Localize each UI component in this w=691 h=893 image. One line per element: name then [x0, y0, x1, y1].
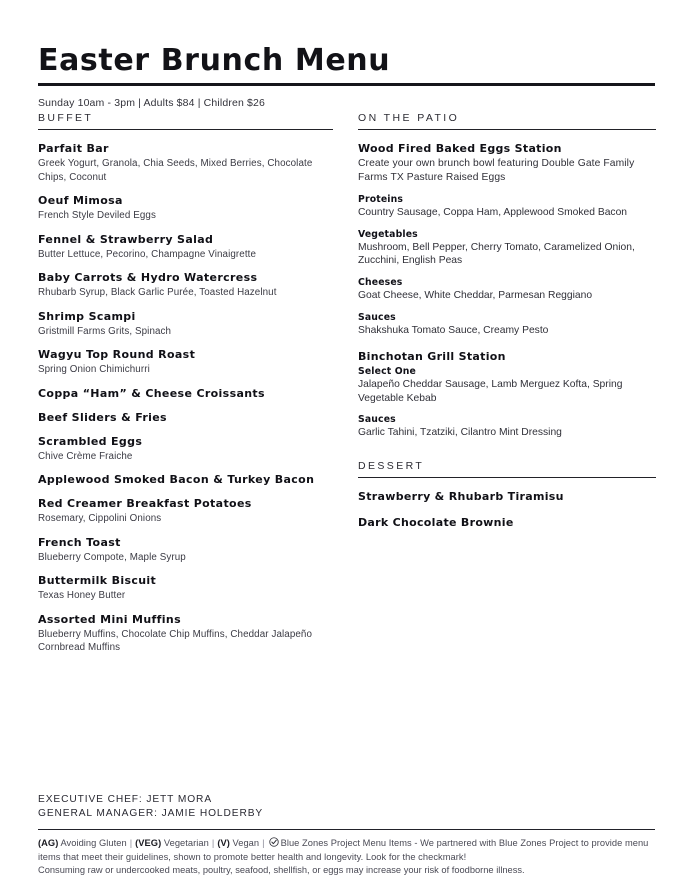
general-manager-line: GENERAL MANAGER: JAMIE HOLDERBY — [38, 808, 264, 819]
station-group — [358, 276, 656, 303]
menu-item-description: Spring Onion Chimichurri — [38, 364, 150, 376]
legend-text-blue-zones: Blue Zones Project Menu Items - We partnered with Blue Zones Project to provide menu items that meet their guidelines, shown to promote better health and longevity. Look for the checkmark! — [38, 838, 649, 862]
dietary-legend — [38, 837, 655, 864]
footer-divider — [38, 829, 655, 830]
menu-item-name: Dark Chocolate Brownie — [358, 516, 514, 530]
menu-item-description: Rosemary, Cippolini Onions — [38, 513, 162, 525]
station-group-label: Sauces — [358, 311, 396, 323]
station-description: Create your own brunch bowl featuring Double Gate Family Farms TX Pasture Raised Eggs — [358, 158, 635, 183]
menu-item — [38, 434, 333, 464]
menu-item — [38, 270, 333, 300]
menu-item-name: Beef Sliders & Fries — [38, 410, 167, 424]
buffet-column — [38, 112, 333, 655]
menu-item — [38, 535, 333, 565]
menu-item-description: Blueberry Muffins, Chocolate Chip Muffins, Cheddar Jalapeño Cornbread Muffins — [38, 628, 313, 654]
legend-code-veg: (VEG) — [135, 838, 162, 849]
menu-header — [38, 44, 655, 110]
menu-item-description: Greek Yogurt, Granola, Chia Seeds, Mixed Berries, Chocolate Chips, Coconut — [38, 158, 313, 183]
section-header-patio: ON THE PATIO — [358, 112, 460, 124]
legend-text-v: Vegan — [232, 838, 260, 849]
station-group-description: Country Sausage, Coppa Ham, Applewood Smoked Bacon — [358, 206, 628, 218]
menu-item-name: Coppa “Ham” & Cheese Croissants — [38, 386, 265, 400]
menu-item — [38, 309, 333, 339]
menu-item — [38, 612, 333, 655]
station-group — [358, 311, 656, 338]
menu-item — [38, 386, 333, 401]
menu-item — [358, 489, 656, 504]
menu-item-description: Texas Honey Butter — [38, 590, 126, 602]
buffet-item-list — [38, 141, 333, 655]
menu-item-name: Red Creamer Breakfast Potatoes — [38, 497, 252, 511]
section-divider-dessert — [358, 477, 656, 478]
station-name: Binchotan Grill Station — [358, 349, 506, 363]
food-safety-disclaimer: Consuming raw or undercooked meats, poultry, seafood, shellfish, or eggs may increase your risk of foodborne illness. — [38, 865, 525, 876]
menu-item-description: Gristmill Farms Grits, Spinach — [38, 325, 172, 337]
station-group-description: Jalapeño Cheddar Sausage, Lamb Merguez Kofta, Spring Vegetable Kebab — [358, 378, 623, 404]
section-header-buffet: BUFFET — [38, 112, 94, 124]
station-group-description: Mushroom, Bell Pepper, Cherry Tomato, Caramelized Onion, Zucchini, English Peas — [358, 241, 635, 267]
station-group-label: Vegetables — [358, 228, 418, 240]
legend-separator: | — [262, 838, 265, 849]
menu-item-name: Applewood Smoked Bacon & Turkey Bacon — [38, 473, 315, 487]
menu-item — [38, 347, 333, 377]
station-group — [358, 228, 656, 269]
legend-code-v: (V) — [217, 838, 230, 849]
menu-item — [38, 232, 333, 262]
menu-item — [38, 193, 333, 223]
legend-code-ag: (AG) — [38, 838, 59, 849]
section-divider-patio — [358, 129, 656, 130]
menu-item — [38, 496, 333, 526]
menu-item — [38, 410, 333, 425]
menu-item-description: Rhubarb Syrup, Black Garlic Purée, Toasted Hazelnut — [38, 287, 277, 299]
menu-item — [358, 515, 656, 530]
station-group — [358, 413, 656, 440]
station-group-list — [358, 365, 656, 440]
menu-item-name: French Toast — [38, 535, 121, 549]
menu-item — [38, 573, 333, 603]
patio-section — [358, 112, 656, 440]
station-group — [358, 365, 656, 406]
dessert-item-list — [358, 489, 656, 530]
menu-item-name: Parfait Bar — [38, 142, 109, 156]
menu-item-name: Baby Carrots & Hydro Watercress — [38, 271, 258, 285]
section-header-dessert: DESSERT — [358, 460, 425, 473]
menu-item-description: Chive Crème Fraiche — [38, 450, 133, 462]
menu-item-name: Shrimp Scampi — [38, 309, 136, 323]
station-group-label: Select One — [358, 365, 417, 377]
buffet-section — [38, 112, 333, 655]
menu-item-name: Assorted Mini Muffins — [38, 612, 182, 626]
station-group-description: Goat Cheese, White Cheddar, Parmesan Reggiano — [358, 290, 593, 302]
executive-chef-line: EXECUTIVE CHEF: JETT MORA — [38, 794, 213, 805]
menu-item — [38, 472, 333, 487]
menu-item-name: Wagyu Top Round Roast — [38, 348, 196, 362]
station-binchotan-grill — [358, 349, 656, 440]
section-divider-buffet — [38, 129, 333, 130]
menu-item-description: French Style Deviled Eggs — [38, 210, 156, 222]
station-group-description: Shakshuka Tomato Sauce, Creamy Pesto — [358, 324, 549, 336]
menu-item-name: Buttermilk Biscuit — [38, 574, 157, 588]
station-group-description: Garlic Tahini, Tzatziki, Cilantro Mint Dressing — [358, 427, 562, 439]
legend-separator: | — [129, 838, 133, 849]
menu-item-name: Fennel & Strawberry Salad — [38, 232, 214, 246]
title-divider — [38, 83, 655, 86]
menu-item — [38, 141, 333, 184]
station-group-label: Cheeses — [358, 277, 403, 289]
page-title: Easter Brunch Menu — [38, 43, 391, 78]
station-group — [358, 193, 656, 220]
menu-item-name: Oeuf Mimosa — [38, 194, 123, 208]
menu-item-name: Strawberry & Rhubarb Tiramisu — [358, 490, 564, 504]
dessert-section — [358, 460, 656, 530]
station-wood-fired-eggs — [358, 141, 656, 338]
station-group-list — [358, 193, 656, 338]
circled-checkmark-icon — [269, 837, 279, 847]
menu-subtitle: Sunday 10am - 3pm | Adults $84 | Children $26 — [38, 96, 266, 109]
station-group-label: Sauces — [358, 414, 396, 426]
station-name: Wood Fired Baked Eggs Station — [358, 142, 562, 156]
legend-text-ag: Avoiding Gluten — [60, 838, 127, 849]
menu-columns — [38, 112, 658, 655]
menu-item-description: Butter Lettuce, Pecorino, Champagne Vinaigrette — [38, 248, 257, 260]
menu-item-name: Scrambled Eggs — [38, 434, 143, 448]
legend-text-veg: Vegetarian — [163, 838, 209, 849]
menu-footer — [38, 793, 655, 878]
patio-column — [358, 112, 656, 655]
station-group-label: Proteins — [358, 193, 404, 205]
legend-separator: | — [211, 838, 215, 849]
menu-item-description: Blueberry Compote, Maple Syrup — [38, 551, 186, 563]
